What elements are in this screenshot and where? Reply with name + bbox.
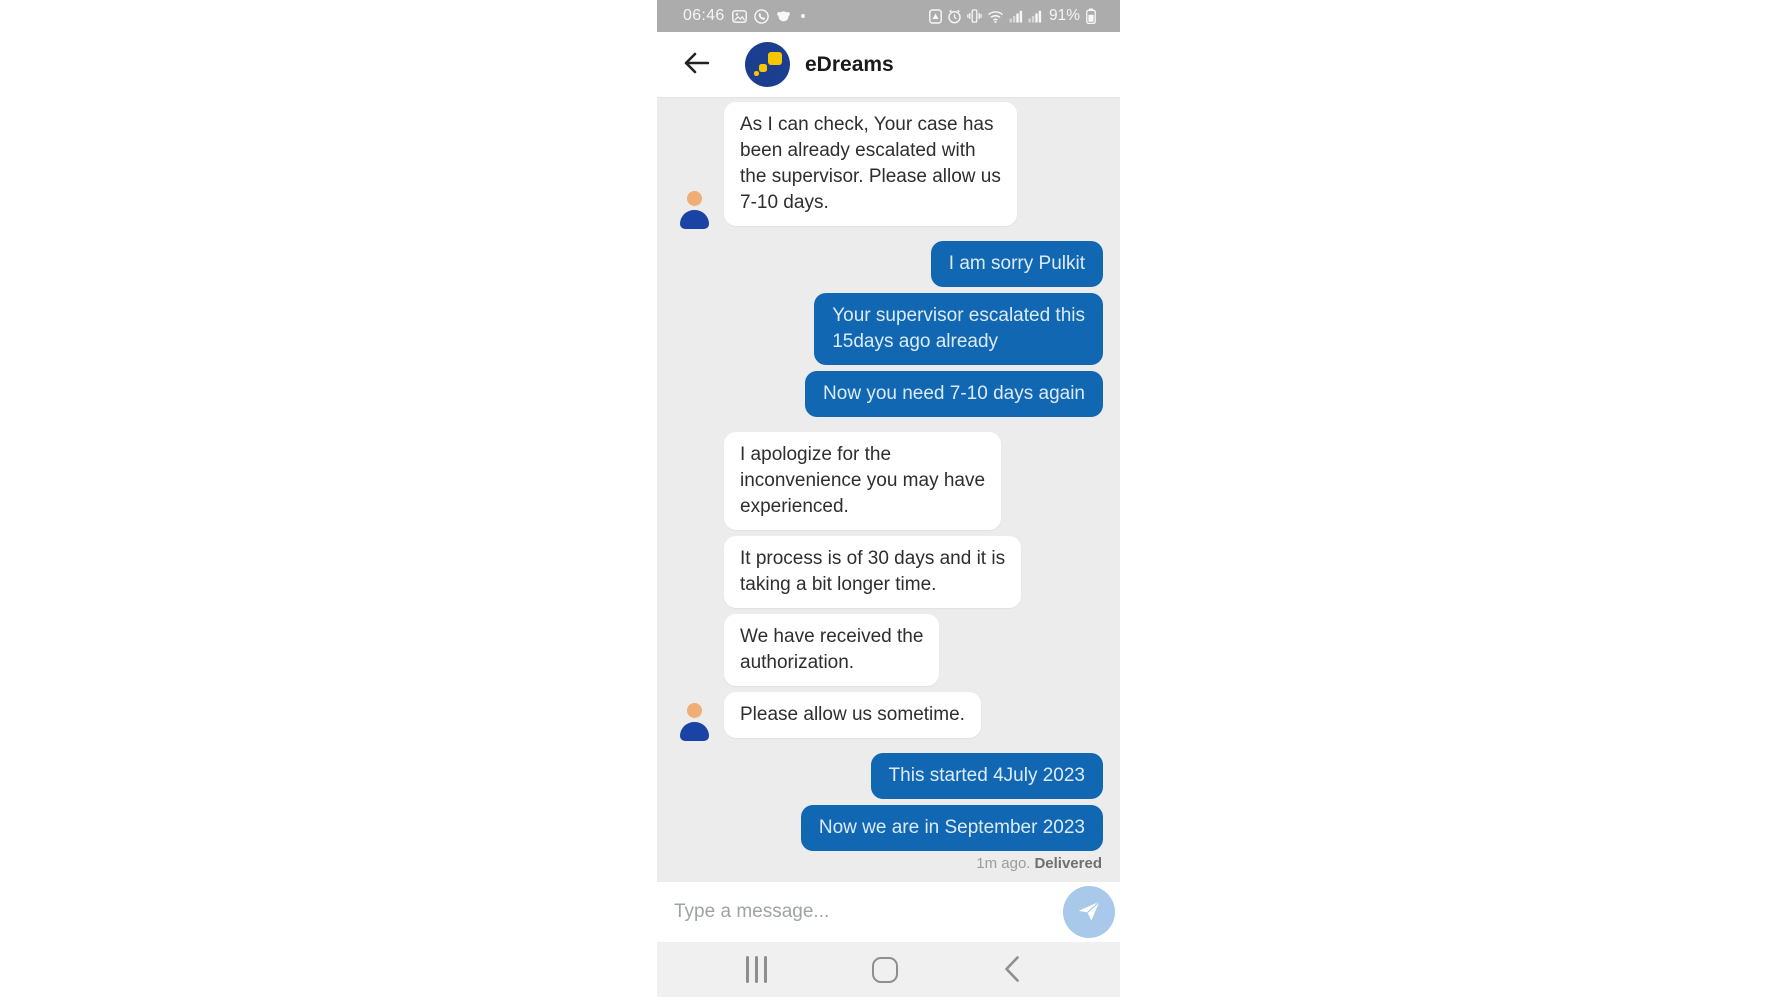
message-line: the supervisor. Please allow us (740, 166, 1001, 187)
receipt-time-text: 1m ago. (976, 855, 1031, 872)
chat-scroll-area[interactable] (657, 98, 1120, 882)
agent-message-row (657, 692, 1120, 738)
back-arrow-icon (683, 52, 709, 77)
battery-icon (1086, 8, 1096, 24)
user-message-bubble (805, 371, 1103, 417)
message-composer (657, 882, 1120, 942)
message-line: I apologize for the (740, 444, 892, 465)
user-message-row (657, 293, 1120, 365)
agent-message-bubble (724, 614, 939, 686)
message-line: authorization. (740, 652, 855, 673)
agent-message-row (657, 102, 1120, 226)
user-message-bubble (801, 805, 1103, 851)
send-plane-icon (1076, 898, 1102, 927)
message-line: This started 4July 2023 (888, 765, 1085, 786)
edreams-logo (745, 42, 790, 87)
user-message-bubble (814, 293, 1103, 365)
clock-text: 06:46 (683, 7, 725, 24)
user-message-row (657, 241, 1120, 287)
wifi-icon (987, 10, 1004, 23)
message-line: As I can check, Your case has (740, 114, 994, 135)
status-bar (657, 0, 1120, 32)
gallery-icon (732, 10, 747, 23)
logo-square-large (768, 52, 782, 65)
message-line: We have received the (740, 626, 924, 647)
user-message-bubble (931, 241, 1103, 287)
signal-icon (1028, 10, 1042, 23)
recents-button[interactable] (746, 956, 767, 983)
message-line: It process is of 30 days and it is (740, 548, 1006, 569)
agent-message-bubble (724, 692, 981, 738)
user-message-row (657, 753, 1120, 799)
message-input[interactable] (674, 901, 1024, 923)
message-line: Please allow us sometime. (740, 704, 965, 725)
phone-screen (657, 0, 1120, 1000)
signal-icon (1009, 10, 1023, 23)
user-message-row (657, 805, 1120, 851)
agent-message-bubble (724, 432, 1001, 530)
user-message-bubble (871, 753, 1103, 799)
message-line: experienced. (740, 496, 849, 517)
battery-percent-text: 91% (1048, 7, 1080, 24)
message-line: inconvenience you may have (740, 470, 986, 491)
agent-message-row (657, 432, 1120, 530)
message-line: 15days ago already (832, 331, 999, 352)
message-list (657, 98, 1120, 851)
send-button[interactable] (1063, 886, 1115, 938)
agent-message-row (657, 614, 1120, 686)
message-line: I am sorry Pulkit (948, 253, 1085, 274)
home-button[interactable] (872, 957, 898, 983)
agent-avatar-icon (679, 191, 710, 229)
message-line: Your supervisor escalated this (832, 305, 1085, 326)
battery-saver-icon (929, 9, 942, 24)
status-bar-right (929, 7, 1096, 25)
agent-message-bubble (724, 102, 1017, 226)
message-line: taking a bit longer time. (740, 574, 937, 595)
whatsapp-icon (754, 9, 769, 24)
nav-back-button[interactable] (1003, 955, 1020, 986)
status-bar-left (683, 7, 805, 25)
receipt-status-text: Delivered (1034, 855, 1102, 872)
delivery-receipt (657, 855, 1120, 872)
agent-message-bubble (724, 536, 1021, 608)
chat-header (657, 32, 1120, 98)
logo-dot-small (754, 71, 759, 76)
more-notifications-dot (801, 14, 805, 18)
vibrate-icon (967, 9, 982, 23)
agent-message-row (657, 536, 1120, 608)
message-line: 7-10 days. (740, 192, 829, 213)
user-message-row (657, 371, 1120, 417)
app-notification-icon (776, 9, 791, 23)
agent-avatar-icon (679, 703, 710, 741)
message-line: Now you need 7-10 days again (823, 383, 1085, 404)
message-line: been already escalated with (740, 140, 976, 161)
alarm-icon (947, 9, 962, 24)
back-chevron-icon (1003, 971, 1020, 986)
message-line: Now we are in September 2023 (818, 817, 1085, 838)
logo-square-medium (759, 64, 767, 72)
back-button[interactable] (683, 52, 709, 77)
page-title: eDreams (805, 52, 894, 76)
android-nav-bar (657, 942, 1120, 997)
